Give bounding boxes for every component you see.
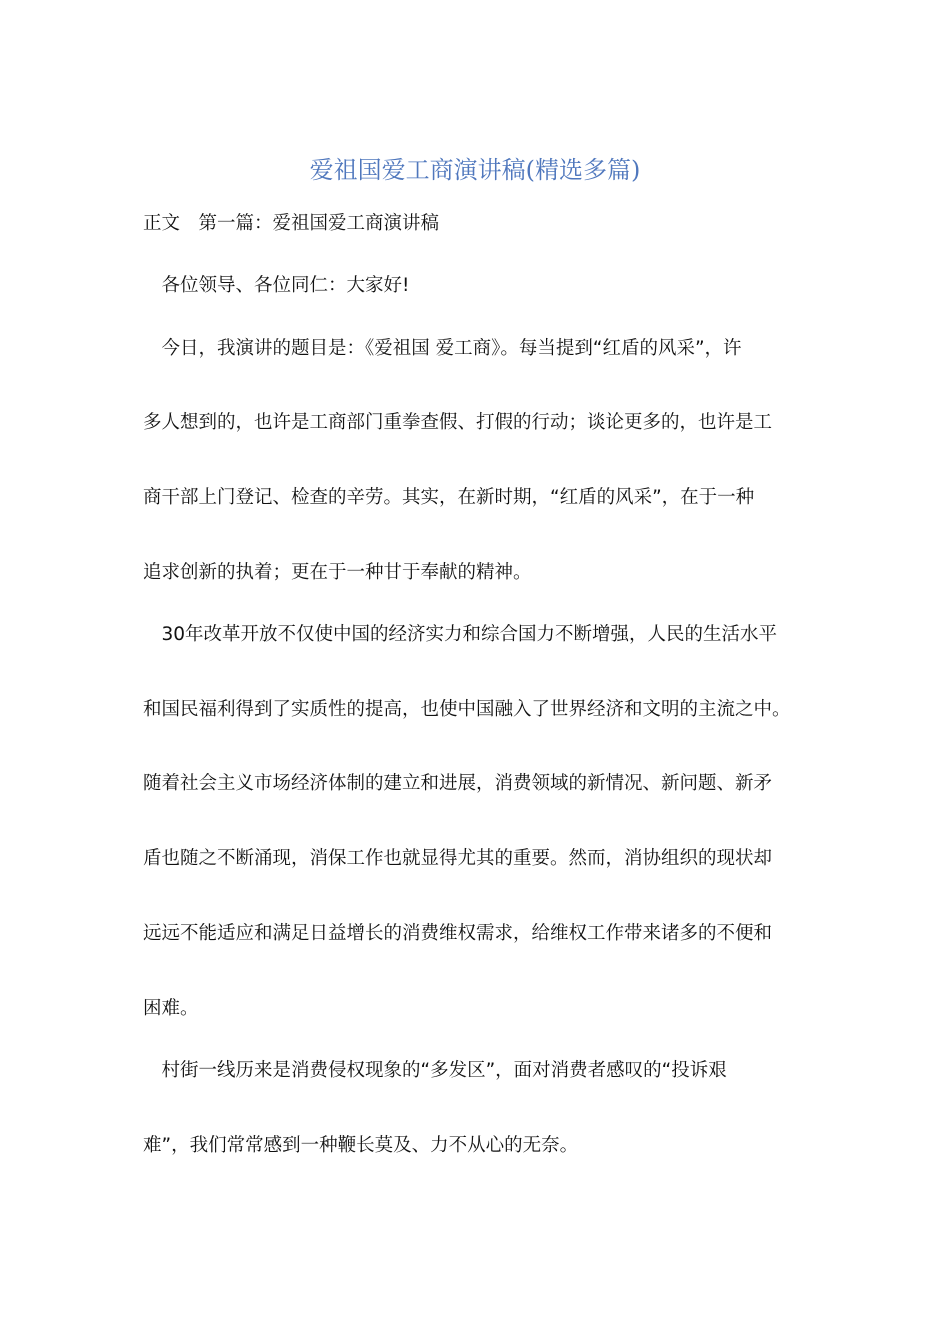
text-line-10: 盾也随之不断涌现，消保工作也就显得尤其的重要。然而，消协组织的现状却 (143, 848, 773, 869)
text-line-3: 今日，我演讲的题目是：《爱祖国 爱工商》。每当提到“红盾的风采”，许 (143, 338, 742, 359)
text-line-11: 远远不能适应和满足日益增长的消费维权需求，给维权工作带来诸多的不便和 (143, 923, 773, 944)
text-line-2: 各位领导、各位同仁：大家好! (143, 275, 410, 296)
text-line-13: 村街一线历来是消费侵权现象的“多发区”，面对消费者感叹的“投诉艰 (143, 1060, 727, 1081)
document-title: 爱祖国爱工商演讲稿(精选多篇) (309, 156, 641, 184)
text-line-1: 正文 第一篇：爱祖国爱工商演讲稿 (143, 213, 440, 234)
text-line-5: 商干部上门登记、检查的辛劳。其实，在新时期，“红盾的风采”，在于一种 (143, 487, 755, 508)
text-line-14: 难”，我们常常感到一种鞭长莫及、力不从心的无奈。 (143, 1135, 579, 1156)
text-line-9: 随着社会主义市场经济体制的建立和进展，消费领域的新情况、新问题、新矛 (143, 773, 773, 794)
text-line-4: 多人想到的，也许是工商部门重拳查假、打假的行动；谈论更多的，也许是工 (143, 412, 773, 433)
text-line-6: 追求创新的执着；更在于一种甘于奉献的精神。 (143, 562, 532, 583)
text-line-8: 和国民福利得到了实质性的提高，也使中国融入了世界经济和文明的主流之中。 (143, 699, 791, 720)
text-line-12: 困难。 (143, 998, 199, 1019)
text-line-7: 30年改革开放不仅使中国的经济实力和综合国力不断增强，人民的生活水平 (143, 624, 778, 645)
